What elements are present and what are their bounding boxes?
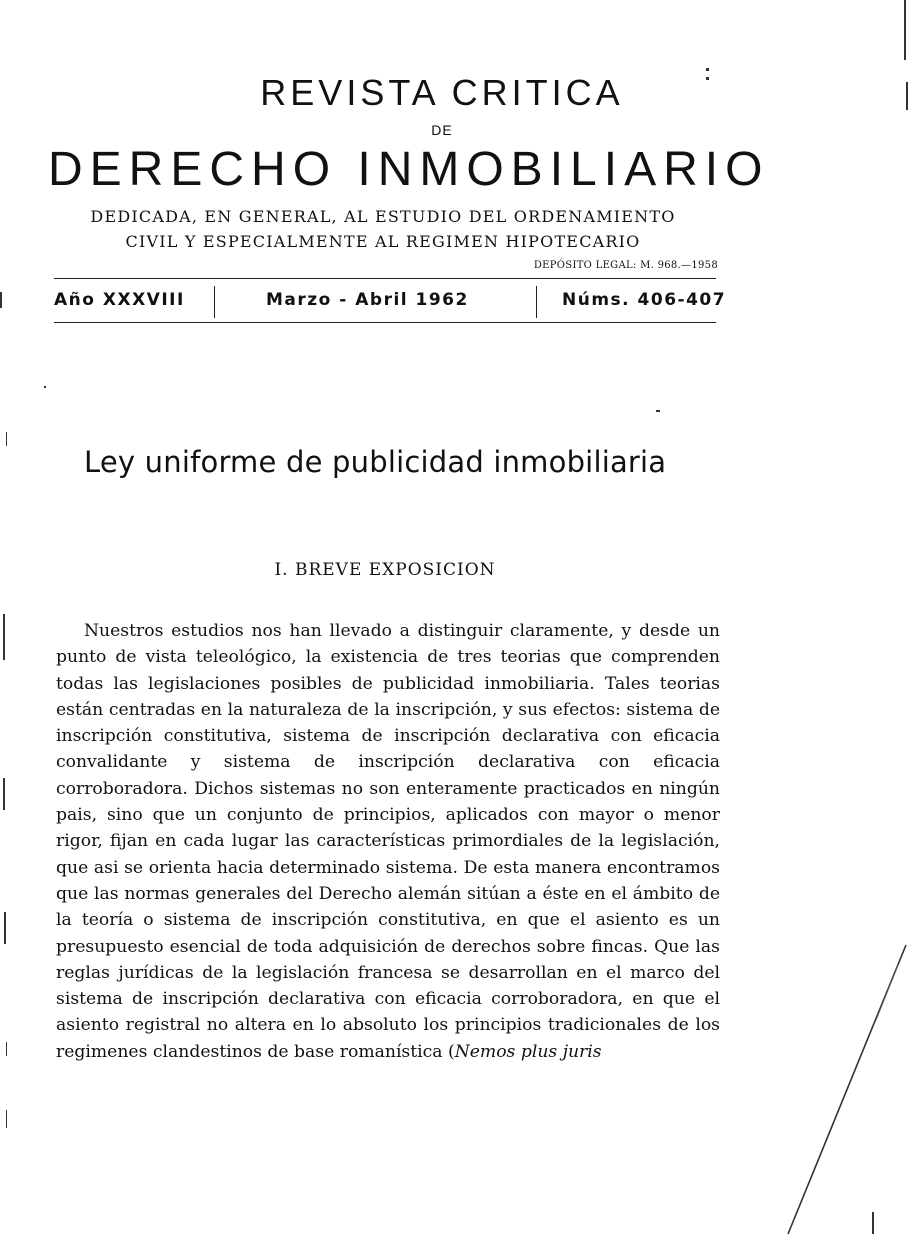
- journal-title-connector: DE: [431, 122, 453, 138]
- issue-bar-divider: [214, 286, 215, 318]
- scan-mark: [0, 292, 2, 308]
- scan-mark: [4, 912, 6, 944]
- scan-mark: [872, 1212, 874, 1234]
- issue-year-volume: Año XXXVIII: [54, 290, 185, 310]
- article-title: Ley uniforme de publicidad inmobiliaria: [84, 445, 667, 479]
- journal-subtitle-line2: CIVIL Y ESPECIALMENTE AL REGIMEN HIPOTECARIO: [125, 232, 641, 251]
- body-paragraph: [56, 618, 720, 1065]
- scan-mark: [656, 410, 660, 412]
- issue-bar-bottom-rule: [54, 322, 716, 323]
- scan-mark: [3, 614, 5, 660]
- scan-mark: [906, 82, 908, 110]
- paragraph-text: Nuestros estudios nos han llevado a distinguir claramente, y desde un punto de vista teleológico, la existencia de tres teorias que comprenden todas las legislaciones posibles de publicidad inmobiliaria. Tales teorias están centradas en la naturaleza de la inscripción, y sus efectos: sistema de inscripción constitutiva, sistema de inscripción declarativa con eficacia convalidante y sistema de inscripción declarativa con eficacia corroboradora. Dichos sistemas no son enteramente practicados en ningún pais, sino que un conjunto de principios, aplicados con mayor o menor rigor, fijan en cada lugar las características primordiales de la legislación, que asi se orienta hacia determinado sistema. De esta manera encontramos que las normas generales del Derecho alemán sitúan a éste en el ámbito de la teoría o sistema de inscripción constitutiva, en que el asiento es un presupuesto esencial de toda adquisición de derechos sobre fincas. Que las reglas jurídicas de la legislación francesa se desarrollan en el marco del sistema de inscripción declarativa con eficacia corroboradora, en que el asiento registral no altera en lo absoluto los principios tradicionales de los regimenes clandestinos de base romanística (: [56, 621, 720, 1062]
- issue-numbers: Núms. 406-407: [562, 290, 727, 310]
- scan-mark: [6, 432, 7, 446]
- issue-bar-divider: [536, 286, 537, 318]
- issue-bar-top-rule: [54, 278, 716, 279]
- scan-mark: [706, 77, 709, 80]
- scan-mark: [706, 68, 709, 71]
- scan-mark: [904, 0, 906, 60]
- deposito-legal: DEPÓSITO LEGAL: M. 968.—1958: [533, 260, 718, 271]
- scan-mark: [44, 386, 46, 388]
- scan-mark: [6, 1110, 7, 1128]
- journal-title-line2: DERECHO INMOBILIARIO: [48, 143, 770, 196]
- scan-mark: [6, 1042, 7, 1056]
- journal-title-line1: REVISTA CRITICA: [260, 72, 624, 113]
- scan-mark: [3, 778, 5, 810]
- issue-bar: [54, 280, 727, 320]
- issue-date: Marzo - Abril 1962: [266, 290, 469, 310]
- paragraph-italic-text: Nemos plus juris: [454, 1041, 602, 1062]
- article-body: [56, 618, 720, 1065]
- section-heading: I. BREVE EXPOSICION: [274, 560, 496, 580]
- journal-subtitle-line1: DEDICADA, EN GENERAL, AL ESTUDIO DEL ORDENAMIENTO: [90, 207, 676, 226]
